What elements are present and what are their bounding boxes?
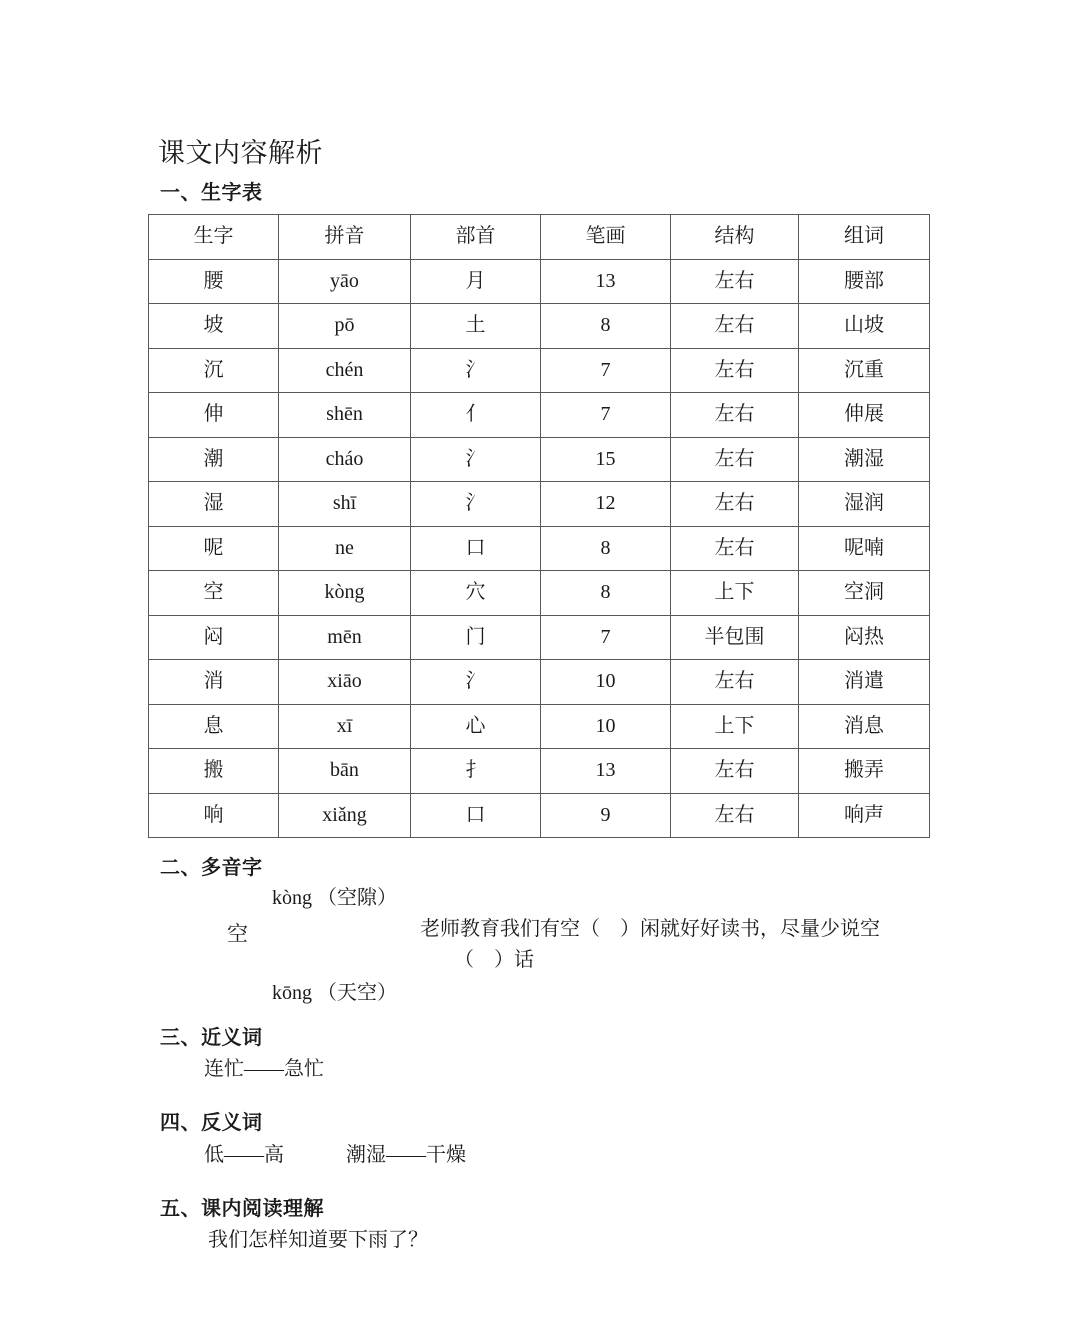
antonym-pair-2: 潮湿——干燥 — [346, 1144, 466, 1166]
cell-character: 消 — [149, 660, 279, 705]
cell-strokes: 9 — [541, 793, 671, 838]
cell-strokes: 8 — [541, 571, 671, 616]
cell-pinyin: cháo — [279, 437, 411, 482]
cell-word: 搬弄 — [799, 749, 930, 794]
cell-radical: 月 — [411, 259, 541, 304]
cell-radical: 心 — [411, 704, 541, 749]
cell-strokes: 8 — [541, 304, 671, 349]
table-row — [149, 749, 930, 794]
cell-pinyin: mēn — [279, 615, 411, 660]
cell-radical: 土 — [411, 304, 541, 349]
cell-strokes: 13 — [541, 259, 671, 304]
table-row — [149, 571, 930, 616]
vocabulary-table-container — [148, 214, 929, 838]
cell-word: 湿润 — [799, 482, 930, 527]
cell-pinyin: bān — [279, 749, 411, 794]
cell-character: 响 — [149, 793, 279, 838]
cell-structure: 上下 — [671, 704, 799, 749]
cell-character: 湿 — [149, 482, 279, 527]
table-row — [149, 259, 930, 304]
cell-character: 空 — [149, 571, 279, 616]
section-heading-synonyms: 三、近义词 — [160, 1027, 263, 1049]
cell-strokes: 7 — [541, 615, 671, 660]
cell-pinyin: pō — [279, 304, 411, 349]
cell-structure: 上下 — [671, 571, 799, 616]
cell-radical: 口 — [411, 793, 541, 838]
section-heading-reading-comprehension: 五、课内阅读理解 — [160, 1198, 324, 1220]
cell-structure: 左右 — [671, 793, 799, 838]
cell-character: 伸 — [149, 393, 279, 438]
cell-strokes: 10 — [541, 704, 671, 749]
cell-word: 沉重 — [799, 348, 930, 393]
polyphone-reading-bottom: kōng （天空） — [272, 982, 397, 1004]
column-header-radical: 部首 — [411, 215, 541, 260]
section-heading-vocabulary: 一、生字表 — [160, 182, 263, 204]
cell-strokes: 10 — [541, 660, 671, 705]
table-row — [149, 615, 930, 660]
cell-pinyin: xiǎng — [279, 793, 411, 838]
table-row — [149, 660, 930, 705]
table-row — [149, 437, 930, 482]
cell-structure: 左右 — [671, 482, 799, 527]
cell-structure: 左右 — [671, 259, 799, 304]
cell-radical: 口 — [411, 526, 541, 571]
cell-pinyin: shēn — [279, 393, 411, 438]
polyphone-sentence-line-2: （ ）话 — [454, 949, 534, 971]
cell-character: 闷 — [149, 615, 279, 660]
cell-strokes: 15 — [541, 437, 671, 482]
page-title: 课文内容解析 — [158, 138, 323, 168]
cell-character: 沉 — [149, 348, 279, 393]
cell-pinyin: shī — [279, 482, 411, 527]
column-header-character: 生字 — [149, 215, 279, 260]
vocabulary-table — [148, 214, 930, 838]
synonym-pair: 连忙——急忙 — [204, 1058, 324, 1080]
table-row — [149, 482, 930, 527]
cell-character: 呢 — [149, 526, 279, 571]
table-row — [149, 304, 930, 349]
table-header-row — [149, 215, 930, 260]
cell-structure: 左右 — [671, 660, 799, 705]
cell-character: 腰 — [149, 259, 279, 304]
cell-word: 空洞 — [799, 571, 930, 616]
table-row — [149, 393, 930, 438]
cell-strokes: 7 — [541, 348, 671, 393]
table-row — [149, 793, 930, 838]
cell-word: 潮湿 — [799, 437, 930, 482]
cell-word: 消遣 — [799, 660, 930, 705]
cell-structure: 左右 — [671, 348, 799, 393]
column-header-strokes: 笔画 — [541, 215, 671, 260]
cell-strokes: 13 — [541, 749, 671, 794]
cell-radical: 氵 — [411, 482, 541, 527]
cell-pinyin: kòng — [279, 571, 411, 616]
cell-word: 消息 — [799, 704, 930, 749]
cell-word: 响声 — [799, 793, 930, 838]
cell-strokes: 7 — [541, 393, 671, 438]
antonym-list — [204, 1141, 466, 1169]
cell-word: 腰部 — [799, 259, 930, 304]
cell-radical: 扌 — [411, 749, 541, 794]
antonym-pair-1: 低——高 — [204, 1144, 284, 1166]
cell-character: 搬 — [149, 749, 279, 794]
cell-word: 伸展 — [799, 393, 930, 438]
cell-structure: 左右 — [671, 393, 799, 438]
cell-pinyin: chén — [279, 348, 411, 393]
cell-pinyin: xī — [279, 704, 411, 749]
cell-structure: 半包围 — [671, 615, 799, 660]
cell-radical: 亻 — [411, 393, 541, 438]
column-header-pinyin: 拼音 — [279, 215, 411, 260]
cell-strokes: 12 — [541, 482, 671, 527]
cell-radical: 穴 — [411, 571, 541, 616]
table-row — [149, 704, 930, 749]
cell-radical: 氵 — [411, 437, 541, 482]
polyphone-example-sentence — [420, 914, 930, 976]
cell-word: 呢喃 — [799, 526, 930, 571]
section-heading-polyphone: 二、多音字 — [160, 857, 263, 879]
cell-structure: 左右 — [671, 304, 799, 349]
cell-structure: 左右 — [671, 526, 799, 571]
cell-character: 息 — [149, 704, 279, 749]
cell-character: 潮 — [149, 437, 279, 482]
table-row — [149, 348, 930, 393]
cell-word: 闷热 — [799, 615, 930, 660]
cell-pinyin: ne — [279, 526, 411, 571]
cell-radical: 氵 — [411, 348, 541, 393]
reading-question: 我们怎样知道要下雨了？ — [208, 1229, 428, 1251]
cell-radical: 氵 — [411, 660, 541, 705]
column-header-word: 组词 — [799, 215, 930, 260]
cell-radical: 门 — [411, 615, 541, 660]
cell-structure: 左右 — [671, 437, 799, 482]
column-header-structure: 结构 — [671, 215, 799, 260]
cell-pinyin: yāo — [279, 259, 411, 304]
cell-strokes: 8 — [541, 526, 671, 571]
polyphone-sentence-line-1: 老师教育我们有空（ ）闲就好好读书，尽量少说空 — [420, 918, 880, 940]
cell-character: 坡 — [149, 304, 279, 349]
polyphone-reading-top: kòng （空隙） — [272, 887, 397, 909]
section-heading-antonyms: 四、反义词 — [160, 1112, 263, 1134]
polyphone-block — [160, 884, 950, 1014]
table-row — [149, 526, 930, 571]
cell-structure: 左右 — [671, 749, 799, 794]
cell-pinyin: xiāo — [279, 660, 411, 705]
polyphone-character: 空 — [227, 922, 248, 946]
cell-word: 山坡 — [799, 304, 930, 349]
